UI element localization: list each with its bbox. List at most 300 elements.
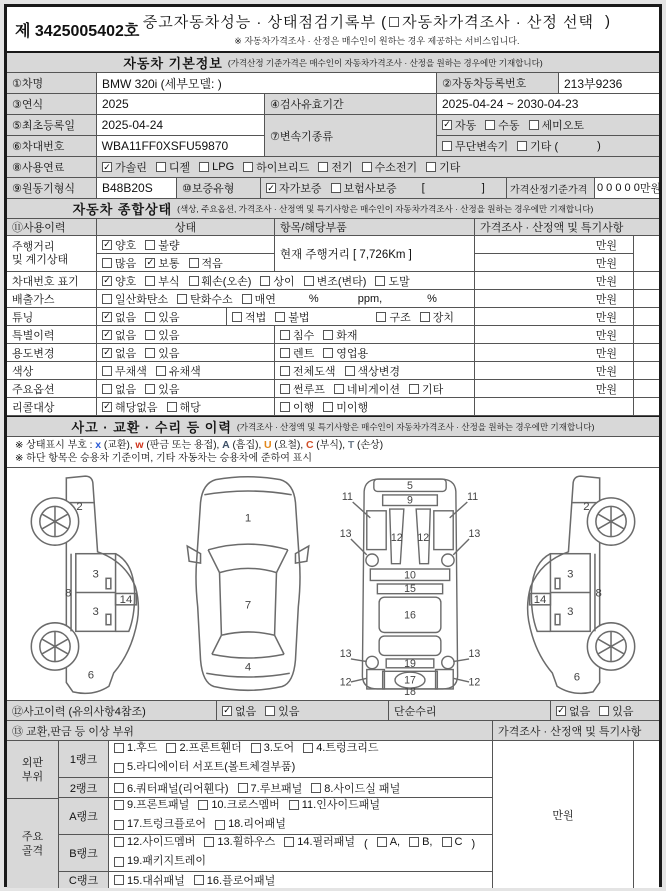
accident-notes [7,437,659,468]
checkbox-label: 7.루브패널 [250,782,303,795]
checkbox-box: ✓ [146,257,155,267]
svg-text:7: 7 [244,599,252,612]
checkbox-label: 불량 [158,239,180,252]
checkbox-box: ✓ [103,161,111,172]
checkbox-label: 전체도색 [293,365,336,378]
checkbox-item[interactable] [323,345,368,361]
price-won: 만원 [475,308,634,325]
col-header-price: 가격조사 · 산정액 및 특기사항 [475,219,659,235]
car-diagram-top [181,472,315,696]
checkbox-box [280,330,290,340]
checkbox-box [194,875,204,885]
checkbox-item[interactable] [222,703,256,719]
recall-options [97,398,275,415]
checkbox-item[interactable] [166,740,241,757]
checkbox-label: 있음 [278,705,300,718]
checkbox-item[interactable] [114,797,189,814]
engine-type-label: ⑨원동기형식 [7,178,97,198]
checkbox-box [409,837,419,847]
checkbox-box [215,820,225,830]
checkbox-item[interactable] [280,363,336,379]
checkbox-item[interactable] [284,834,355,851]
checkbox-item[interactable] [102,381,136,397]
checkbox-item[interactable] [156,159,190,175]
checkbox-label: 없음 [115,329,137,342]
warranty-label: ⑩보증유형 [177,178,261,198]
color-label: 색상 [7,362,97,379]
checkbox-label: 유채색 [168,365,201,378]
car-diagram-side-right [505,472,647,696]
checkbox-item[interactable] [280,399,314,415]
checkbox-item[interactable] [280,381,325,397]
panel-price-header: 가격조사 · 산정액 및 특기사항 [493,721,659,740]
checkbox-item[interactable] [156,363,201,379]
checkbox-item[interactable] [102,237,136,253]
checkbox-item[interactable] [114,872,185,888]
status-code-desc: (교환), [101,440,136,451]
checkbox-item[interactable] [114,816,206,833]
section-accident-header [7,416,659,437]
checkbox-label: 불법 [288,311,310,324]
checkbox-item[interactable] [243,159,309,175]
checkbox-item[interactable] [409,834,432,851]
checkbox-item[interactable] [442,117,476,133]
checkbox-box [442,141,452,151]
checkbox-item[interactable] [215,816,286,833]
checkbox-item[interactable] [102,363,147,379]
status-code: w [135,439,144,451]
special-history-label: 특별이력 [7,326,97,343]
checkbox-item[interactable] [442,138,508,154]
checkbox-item[interactable] [599,703,633,719]
checkbox-item[interactable] [145,255,179,271]
checkbox-item[interactable] [377,834,400,851]
checkbox-label: 도말 [388,275,410,288]
main-option-items [275,380,475,397]
checkbox-box [323,402,333,412]
price-won: 만원 [475,362,634,379]
rank-1-items-line2 [114,759,304,779]
checkbox-item[interactable] [275,309,309,325]
checkbox-label: 일산화탄소 [115,293,169,306]
checkbox-item[interactable] [102,345,136,361]
checkbox-label: 네비게이션 [346,383,401,396]
checkbox-item[interactable] [102,159,147,175]
checkbox-box [189,276,199,286]
checkbox-item[interactable] [323,327,357,343]
mileage-label-line2: 및 계기상태 [12,253,69,266]
checkbox-box [114,857,124,867]
checkbox-label: 양호 [115,275,137,288]
outer-panel-label-line1: 외판 [21,756,44,769]
status-code-legend: ※ 상태표시 부호 : x (교환), w (판금 또는 용접), A (흠집), U (요철), C (부식), T (손상) [15,439,384,451]
checkbox-box [145,312,155,322]
car-name-value: BMW 320i (세부모델: ) [97,73,437,93]
checkbox-label: 보험사보증 [343,183,397,195]
first-reg-label: ⑤최초등록일 [7,115,97,135]
inspection-form [4,4,662,887]
checkbox-item[interactable] [199,161,234,173]
svg-text:18: 18 [404,686,416,699]
text-label: 중고자동차성능 · 상태점검기록부 ( [142,14,388,31]
checkbox-label: 상이 [273,275,295,288]
rank-2-items [109,778,492,797]
main-frame-label-line1: 주요 [21,830,44,843]
checkbox-label: 장치 [432,311,454,324]
checkbox-item[interactable] [280,345,314,361]
checkbox-label: 색상변경 [357,365,401,378]
checkbox-item[interactable] [114,853,206,870]
checkbox-item[interactable] [194,872,275,888]
vin-value: WBA11FF0XSFU59870 [97,136,264,156]
checkbox-box: ✓ [443,119,451,130]
text-label: ) [471,838,476,850]
transmission-label: ⑦변속기종류 [265,115,437,156]
checkbox-item[interactable] [334,381,400,397]
engine-type-value: B48B20S [97,178,177,198]
checkbox-box [375,276,385,286]
svg-text:2: 2 [583,501,590,514]
checkbox-item[interactable] [426,159,460,175]
checkbox-box [260,276,270,286]
checkbox-item[interactable] [198,797,279,814]
checkbox-box: ✓ [103,239,111,249]
checkbox-item[interactable] [323,399,368,415]
checkbox-box [529,120,539,130]
status-code: A [222,439,230,451]
checkbox-box [177,294,187,304]
svg-text:12: 12 [468,676,481,689]
svg-text:3: 3 [92,606,99,619]
checkbox-box [280,384,290,394]
checkbox-box [114,783,124,793]
svg-text:17: 17 [404,674,416,687]
checkbox-item[interactable] [177,291,233,307]
special-history-options [97,326,275,343]
checkbox-label: 9.프론트패널 [127,798,190,811]
col-header-item: 항목/해당부품 [275,219,475,235]
checkbox-box [145,384,155,394]
svg-text:3: 3 [567,606,574,619]
svg-text:12: 12 [339,676,352,689]
section-basic-title: 자동차 기본정보 [123,56,223,71]
price-won: 만원 [475,326,634,343]
checkbox-label: 적법 [245,311,267,324]
checkbox-item[interactable] [375,273,409,289]
checkbox-box [409,384,419,394]
checkbox-box [442,837,452,847]
section-overall-header [7,199,659,219]
svg-text:8: 8 [65,587,72,600]
status-code-desc: (요철), [271,440,306,451]
checkbox-item[interactable] [232,309,266,325]
checkbox-item[interactable] [204,834,275,851]
checkbox-box: ✓ [267,182,275,193]
checkbox-item[interactable] [303,740,378,757]
main-option-options [97,380,275,397]
checkbox-item[interactable] [318,159,352,175]
checkbox-box [145,348,155,358]
mileage-label-line1: 주행거리 [12,240,55,253]
status-code-desc: (손상) [354,440,384,451]
rank-a-label: A랭크 [59,798,109,834]
transmission-options-row2 [437,136,659,156]
checkbox-label: 17.트렁크플로어 [127,818,207,830]
checkbox-label: 2.프론트휀더 [179,741,242,754]
checkbox-item[interactable] [102,327,136,343]
checkbox-box [198,800,208,810]
checkbox-item[interactable] [556,703,590,719]
color-options [97,362,275,379]
text-label: [ [421,182,425,194]
simple-repair-options [551,701,659,720]
checkbox-label: 3.도어 [263,741,295,754]
form-title-bar [7,7,659,53]
svg-text:2: 2 [76,501,83,514]
mileage-state-row1 [97,236,274,254]
checkbox-label: 18.리어패널 [228,818,286,830]
checkbox-item[interactable] [114,759,295,776]
checkbox-item[interactable] [114,740,157,757]
year-label: ③연식 [7,94,97,114]
checkbox-label: 수동 [498,119,520,132]
checkbox-label: 전기 [331,162,353,174]
checkbox-item[interactable] [289,797,380,814]
checkbox-box [114,743,124,753]
checkbox-item[interactable] [376,309,410,325]
checkbox-box [156,162,166,172]
checkbox-box [114,820,124,830]
emission-label: 배출가스 [7,290,97,307]
usage-change-items [275,344,475,361]
svg-text:19: 19 [404,657,416,670]
checkbox-item[interactable] [409,381,443,397]
checkbox-box [156,366,166,376]
rank-2-label: 2랭크 [59,778,109,797]
checkbox-box [303,743,313,753]
checkbox-label: 15.대쉬패널 [127,875,185,887]
checkbox-item[interactable] [167,399,201,415]
checkbox-box [204,837,214,847]
checkbox-box: ✓ [557,705,565,715]
checkbox-label: 부식 [158,275,180,288]
checkbox-label: 19.패키지트레이 [127,855,207,867]
checkbox-label: 4.트렁크리드 [316,741,379,754]
checkbox-box [114,875,124,885]
checkbox-item[interactable] [251,740,294,757]
recall-label: 리콜대상 [7,398,97,415]
checkbox-item[interactable] [280,327,314,343]
checkbox-box [280,366,290,376]
checkbox-box [145,276,155,286]
section-overall-note: (색상, 주요옵션, 가격조사 · 산정액 및 특기사항은 매수인이 자동차가격조사 · 산정을 원하는 경우에만 기재합니다) [177,203,594,214]
checkbox-item[interactable] [331,180,397,196]
svg-text:13: 13 [339,648,352,661]
checkbox-label: 6.쿼터패널(리어휀다) [127,782,229,795]
checkbox-item[interactable] [420,309,454,325]
rank-c-label: C랭크 [59,872,109,888]
rank-b-items-line2 [114,853,215,873]
price-won: 만원 [475,272,634,289]
svg-text:5: 5 [407,479,413,492]
checkbox-item[interactable] [304,273,367,289]
checkbox-label: 해당 [179,401,201,414]
checkbox-label: 훼손(오손) [201,275,252,288]
text-label: ) [605,13,611,30]
text-label: ] [481,182,485,194]
checkbox-box [420,312,430,322]
checkbox-item[interactable] [145,327,179,343]
checkbox-box [280,348,290,358]
checkbox-item[interactable] [266,180,322,196]
svg-text:12: 12 [390,531,403,544]
checkbox-box [166,743,176,753]
checkbox-item[interactable] [102,273,136,289]
checkbox-box [311,783,321,793]
checkbox-box [304,276,314,286]
checkbox-item[interactable] [145,237,179,253]
main-option-label: 주요옵션 [7,380,97,397]
checkbox-box [280,402,290,412]
checkbox-box [275,312,285,322]
rank-b-label: B랭크 [59,835,109,871]
checkbox-item[interactable] [102,399,158,415]
checkbox-item[interactable] [145,273,179,289]
checkbox-box [377,837,387,847]
svg-text:8: 8 [595,587,602,600]
checkbox-item[interactable] [145,345,179,361]
checkbox-label: 렌트 [293,347,315,360]
checkbox-item[interactable] [114,780,229,796]
section-accident-title: 사고 · 교환 · 수리 등 이력 [71,420,232,435]
checkbox-item[interactable] [260,273,294,289]
checkbox-item[interactable] [102,309,136,325]
form-title-note: ※ 자동차가격조사 · 산정은 매수인이 원하는 경우 제공하는 서비스입니다. [234,36,520,46]
rank-1-label: 1랭크 [59,741,109,777]
checkbox-label: 있음 [158,329,180,342]
checkbox-item[interactable] [529,117,585,133]
section-basic-header [7,53,659,73]
svg-text:10: 10 [404,569,416,582]
svg-text:6: 6 [573,671,581,684]
checkbox-box [232,312,242,322]
checkbox-item[interactable] [145,381,179,397]
checkbox-item[interactable] [517,138,558,154]
checkbox-item[interactable] [189,255,223,271]
checkbox-label: 보통 [158,257,180,270]
checkbox-label: 없음 [115,383,137,396]
main-frame-label-line2: 골격 [21,844,44,857]
checkbox-item[interactable] [265,703,299,719]
text-label: % [308,292,319,305]
checkbox-box [389,17,399,27]
checkbox-label: 없음 [115,347,137,360]
checkbox-item[interactable] [311,780,400,796]
text-label: ) [597,139,601,152]
usage-change-label: 용도변경 [7,344,97,361]
checkbox-label: 탄화수소 [190,293,233,306]
car-name-label: ①차명 [7,73,97,93]
svg-text:11: 11 [341,491,353,504]
price-won: 만원 [475,254,633,271]
checkbox-label: 미이행 [336,401,369,414]
checkbox-label: 세미오토 [541,119,585,132]
accident-history-options [217,701,389,720]
base-price-label: 가격산정기준가격 [507,178,595,198]
base-price-value: 0 0 0 0 0 [597,182,640,194]
checkbox-item[interactable] [442,834,463,851]
checkbox-label: 12.사이드멤버 [127,835,196,848]
form-title-block [141,7,659,51]
vin-label: ⑥차대번호 [7,136,97,156]
checkbox-box: ✓ [103,347,111,357]
checkbox-box [265,706,275,716]
text-label: ppm, [357,292,383,305]
checkbox-box [251,743,261,753]
rank-c-items [109,872,492,888]
checkbox-item[interactable] [389,11,594,32]
text-label: % [427,292,437,305]
checkbox-box [318,162,328,172]
checkbox-label: B, [422,835,433,848]
checkbox-item[interactable] [345,363,401,379]
checkbox-box: ✓ [103,329,111,339]
mileage-state-row2 [97,254,274,271]
checkbox-box: ✓ [103,311,111,321]
checkbox-label: 16.플로어패널 [206,875,276,887]
checkbox-item[interactable] [102,255,136,271]
checkbox-item[interactable] [242,291,276,307]
svg-text:13: 13 [468,648,481,661]
checkbox-label: 없음 [235,705,257,718]
checkbox-label: 10.크로스멤버 [211,798,280,811]
checkbox-label: 자가보증 [279,183,322,195]
checkbox-box [114,763,124,773]
tuning-label: 튜닝 [7,308,97,325]
checkbox-item[interactable] [238,780,303,796]
reg-no-label: ②자동차등록번호 [437,73,559,93]
reg-no-value: 213부9236 [559,73,659,93]
svg-text:11: 11 [467,491,479,504]
checkbox-label: C [454,835,463,848]
checkbox-item[interactable] [145,309,179,325]
checkbox-label: 가솔린 [115,162,147,174]
svg-text:13: 13 [339,528,352,541]
rank-b-items-line1 [114,834,484,854]
checkbox-box [517,141,527,151]
checkbox-label: 매연 [254,293,276,306]
svg-text:16: 16 [404,609,416,622]
outer-panel-label-line2: 부위 [21,770,44,783]
checkbox-label: 무채색 [115,365,147,378]
checkbox-item[interactable] [102,291,168,307]
checkbox-box [345,366,355,376]
checkbox-item[interactable] [485,117,519,133]
checkbox-box [102,366,112,376]
checkbox-label: 자동차가격조사 · 산정 선택 [402,14,594,31]
vin-mark-options [97,272,475,289]
car-diagram-side-left [19,472,161,696]
checkbox-item[interactable] [189,273,252,289]
svg-text:3: 3 [92,568,99,581]
checkbox-item[interactable] [114,834,195,851]
svg-text:4: 4 [244,661,252,674]
checkbox-item[interactable] [362,159,418,175]
checkbox-label: 양호 [115,239,137,252]
rank-1-items-line1 [114,740,388,760]
checkbox-box [114,837,124,847]
checkbox-label: 1.후드 [127,741,158,754]
